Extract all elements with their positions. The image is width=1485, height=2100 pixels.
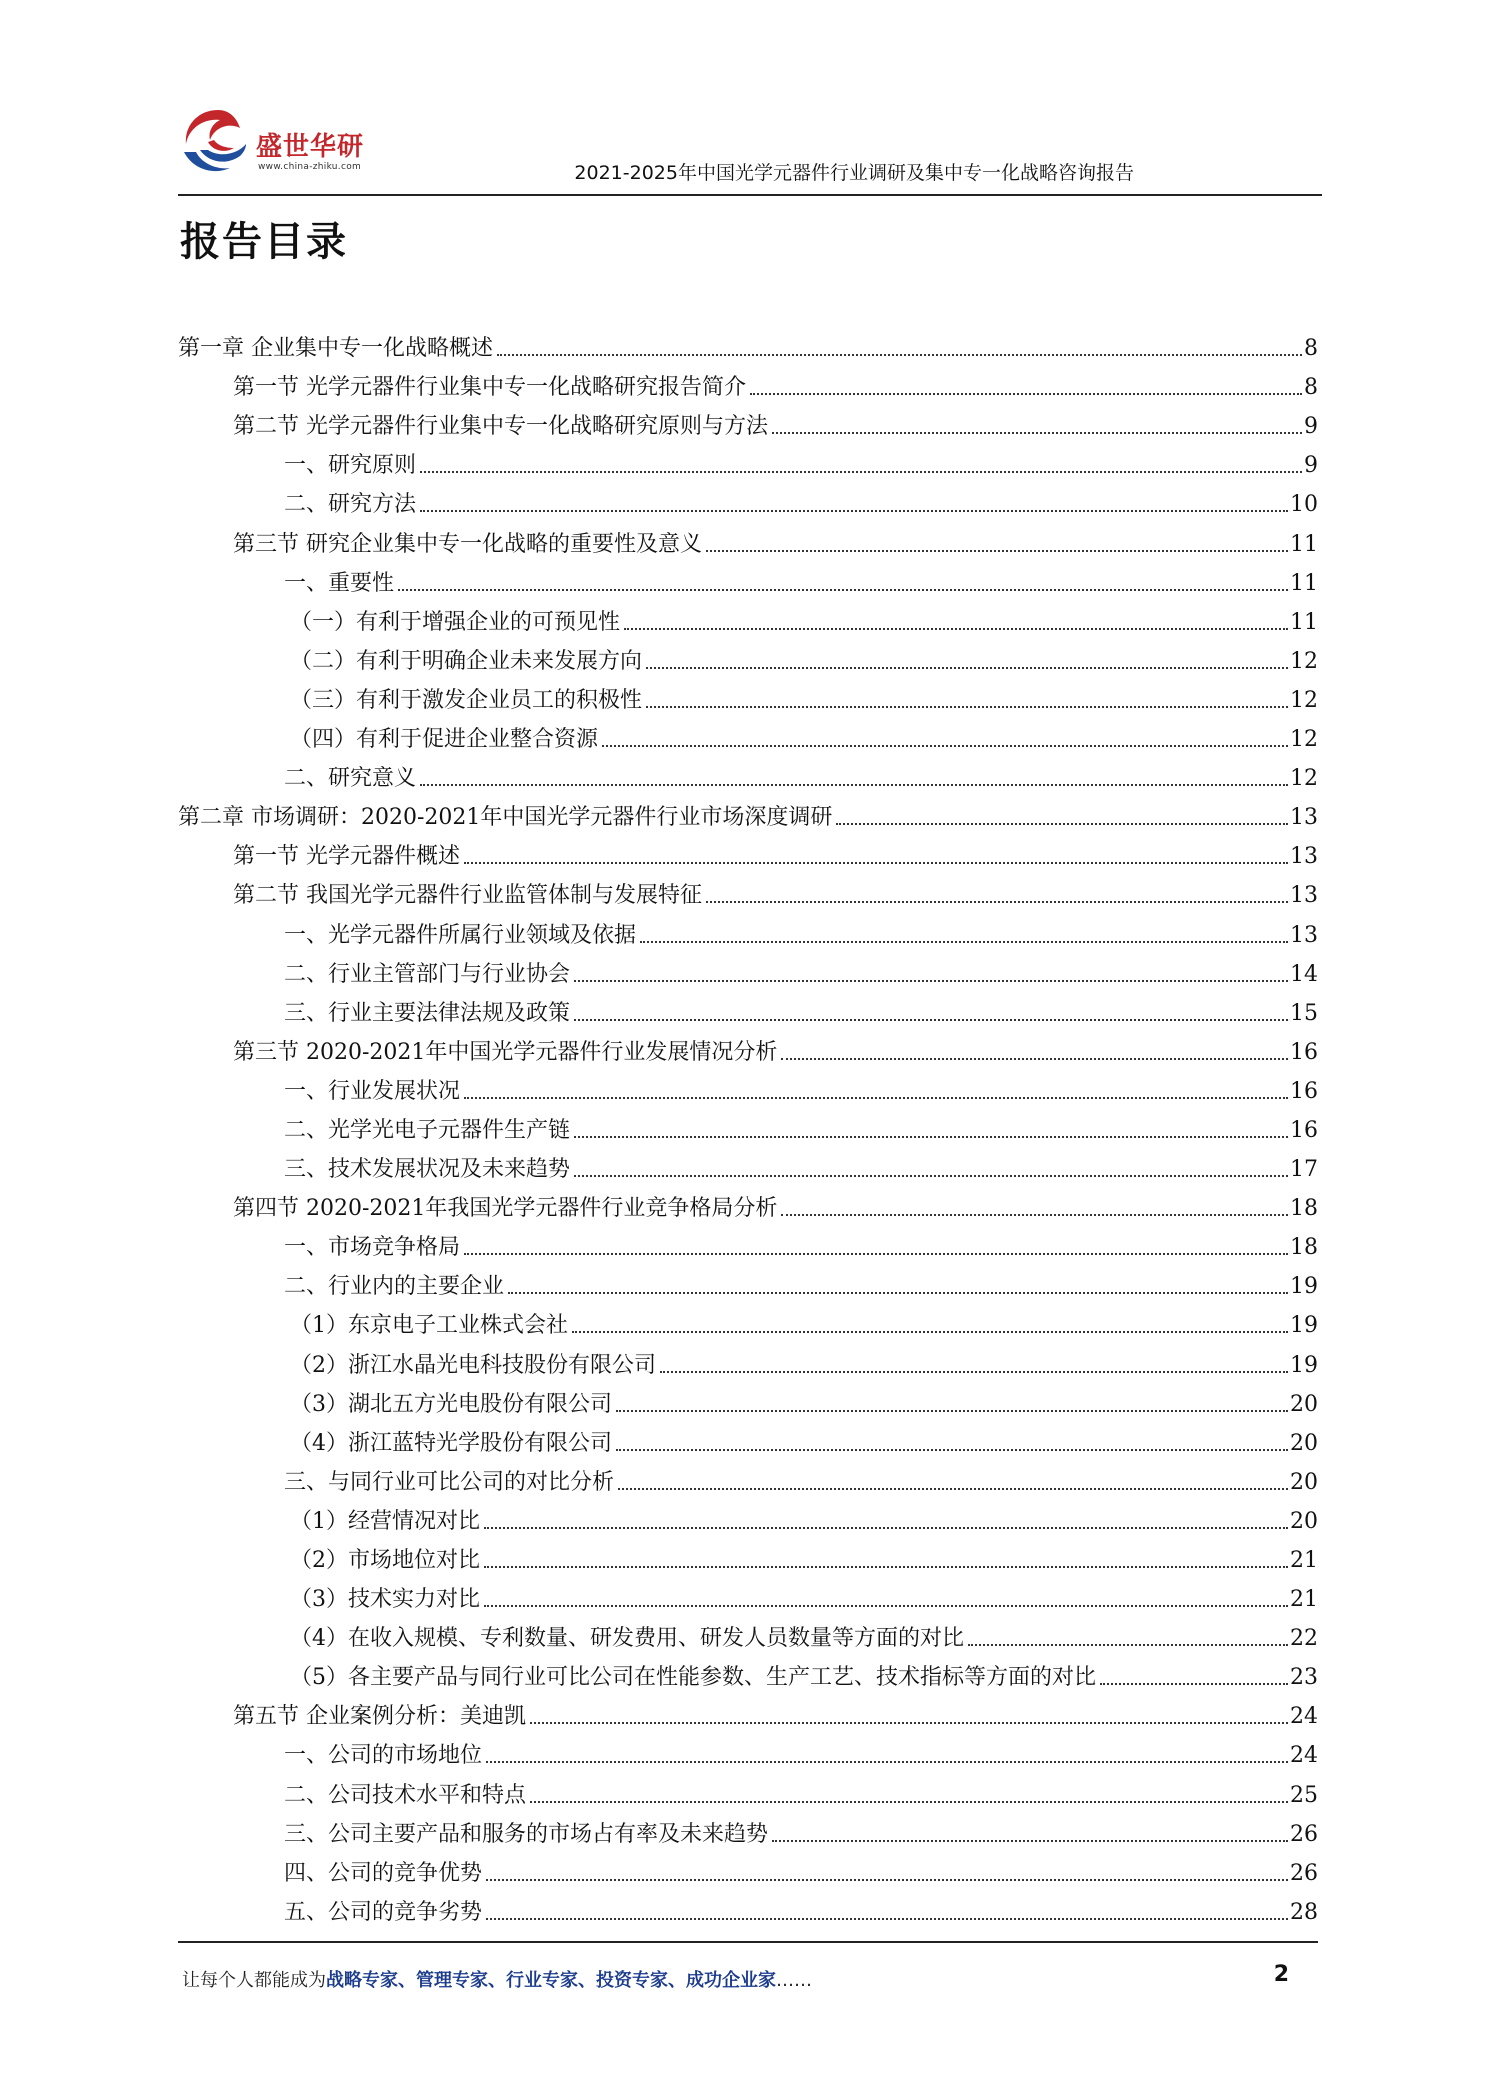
toc-entry-page: 16 xyxy=(1290,1078,1318,1104)
toc-leader-dots xyxy=(574,1136,1288,1138)
toc-leader-dots xyxy=(497,354,1302,356)
toc-leader-dots xyxy=(706,901,1288,903)
toc-entry-label: （2）浙江水晶光电科技股份有限公司 xyxy=(290,1352,656,1378)
toc-entry[interactable] xyxy=(178,1614,1318,1653)
toc-entry[interactable] xyxy=(178,1653,1318,1692)
toc-entry-page: 17 xyxy=(1290,1157,1318,1183)
toc-entry[interactable] xyxy=(178,559,1318,598)
toc-leader-dots xyxy=(602,745,1288,747)
toc-entry-label: （4）浙江蓝特光学股份有限公司 xyxy=(290,1430,612,1456)
toc-entry[interactable] xyxy=(178,1731,1318,1770)
toc-entry[interactable] xyxy=(178,519,1318,558)
page-number: 2 xyxy=(1273,1962,1289,1987)
toc-entry[interactable] xyxy=(178,324,1318,363)
footer-slogan xyxy=(182,1966,812,1992)
toc-entry-label: （1）经营情况对比 xyxy=(290,1508,480,1534)
toc-entry-page: 25 xyxy=(1290,1782,1318,1808)
toc-entry[interactable] xyxy=(178,1497,1318,1536)
toc-entry[interactable] xyxy=(178,715,1318,754)
toc-leader-dots xyxy=(484,1527,1288,1529)
toc-leader-dots xyxy=(508,1292,1288,1294)
toc-entry[interactable] xyxy=(178,1458,1318,1497)
toc-entry-page: 24 xyxy=(1290,1704,1318,1730)
toc-leader-dots xyxy=(486,1761,1288,1763)
toc-entry[interactable] xyxy=(178,637,1318,676)
toc-entry[interactable] xyxy=(178,676,1318,715)
toc-entry-page: 24 xyxy=(1290,1743,1318,1769)
toc-entry-page: 16 xyxy=(1290,1117,1318,1143)
toc-entry[interactable] xyxy=(178,1223,1318,1262)
toc-entry-page: 19 xyxy=(1290,1352,1318,1378)
toc-entry-page: 11 xyxy=(1290,609,1318,635)
toc-entry[interactable] xyxy=(178,1067,1318,1106)
toc-entry-label: 一、光学元器件所属行业领域及依据 xyxy=(284,922,637,948)
toc-entry-page: 18 xyxy=(1290,1196,1318,1222)
toc-entry-label: （三）有利于激发企业员工的积极性 xyxy=(290,687,643,713)
toc-entry-page: 21 xyxy=(1290,1548,1318,1573)
toc-entry[interactable] xyxy=(178,1419,1318,1458)
toc-entry-label: 第二节 我国光学元器件行业监管体制与发展特征 xyxy=(233,883,702,909)
toc-entry-page: 13 xyxy=(1290,883,1318,909)
toc-entry-label: 一、重要性 xyxy=(284,570,395,596)
toc-leader-dots xyxy=(572,1331,1288,1333)
toc-entry[interactable] xyxy=(178,832,1318,871)
toc-entry-page: 19 xyxy=(1290,1313,1318,1339)
toc-entry-page: 12 xyxy=(1290,766,1318,792)
toc-leader-dots xyxy=(530,1801,1288,1803)
toc-leader-dots xyxy=(968,1644,1288,1646)
toc-entry-page: 28 xyxy=(1290,1899,1318,1925)
toc-entry-page: 9 xyxy=(1304,414,1318,440)
toc-entry-label: 四、公司的竞争优势 xyxy=(284,1860,483,1886)
toc-entry-page: 15 xyxy=(1290,1000,1318,1026)
toc-leader-dots xyxy=(464,1253,1288,1255)
toc-leader-dots xyxy=(616,1449,1288,1451)
toc-entry-label: 第三节 2020-2021年中国光学元器件行业发展情况分析 xyxy=(233,1039,778,1065)
toc-leader-dots xyxy=(836,823,1288,825)
toc-entry-page: 20 xyxy=(1290,1391,1318,1417)
toc-entry-label: 第二章 市场调研：2020-2021年中国光学元器件行业市场深度调研 xyxy=(178,805,833,831)
toc-entry-label: 第二节 光学元器件行业集中专一化战略研究原则与方法 xyxy=(233,414,768,440)
toc-entry-label: （2）市场地位对比 xyxy=(290,1548,480,1573)
toc-entry[interactable] xyxy=(178,1810,1318,1849)
toc-entry[interactable] xyxy=(178,1301,1318,1340)
toc-entry-label: 第三节 研究企业集中专一化战略的重要性及意义 xyxy=(233,531,702,557)
toc-leader-dots xyxy=(486,1918,1288,1920)
toc-leader-dots xyxy=(420,510,1288,512)
toc-entry-label: （5）各主要产品与同行业可比公司在性能参数、生产工艺、技术指标等方面的对比 xyxy=(290,1665,1096,1691)
toc-leader-dots xyxy=(706,550,1288,552)
toc-entry[interactable] xyxy=(178,1380,1318,1419)
logo-url: www.china-zhiku.com xyxy=(258,162,362,172)
toc-entry[interactable] xyxy=(178,989,1318,1028)
toc-entry-label: 一、研究原则 xyxy=(284,453,417,479)
page-heading: 报告目录 xyxy=(180,219,348,265)
toc-leader-dots xyxy=(750,393,1302,395)
toc-entry[interactable] xyxy=(178,1184,1318,1223)
toc-entry[interactable] xyxy=(178,1536,1318,1575)
toc-entry-page: 18 xyxy=(1290,1235,1318,1261)
toc-entry-page: 22 xyxy=(1290,1626,1318,1652)
toc-entry-label: 一、公司的市场地位 xyxy=(284,1743,483,1769)
toc-entry-label: 三、行业主要法律法规及政策 xyxy=(284,1000,571,1026)
toc-leader-dots xyxy=(574,980,1288,982)
slogan-emphasis: 战略专家、管理专家、行业专家、投资专家、成功企业家 xyxy=(326,1970,776,1991)
toc-entry-page: 23 xyxy=(1290,1665,1318,1691)
toc-entry-page: 16 xyxy=(1290,1039,1318,1065)
toc-entry[interactable] xyxy=(178,402,1318,441)
slogan-prefix: 让每个人都能成为 xyxy=(182,1970,326,1991)
toc-entry[interactable] xyxy=(178,1145,1318,1184)
toc-entry[interactable] xyxy=(178,480,1318,519)
toc-entry[interactable] xyxy=(178,1028,1318,1067)
toc-entry-label: 二、行业内的主要企业 xyxy=(284,1274,505,1300)
toc-leader-dots xyxy=(420,471,1302,473)
toc-entry-label: 第一节 光学元器件概述 xyxy=(233,844,460,870)
toc-entry[interactable] xyxy=(178,1575,1318,1614)
toc-entry-label: （3）技术实力对比 xyxy=(290,1587,480,1613)
toc-entry-label: （1）东京电子工业株式会社 xyxy=(290,1313,568,1339)
toc-entry[interactable] xyxy=(178,1340,1318,1379)
toc-entry-label: （二）有利于明确企业未来发展方向 xyxy=(290,648,643,674)
toc-entry-page: 19 xyxy=(1290,1274,1318,1300)
toc-entry-page: 8 xyxy=(1304,375,1318,401)
toc-leader-dots xyxy=(1100,1683,1288,1685)
toc-leader-dots xyxy=(618,1488,1288,1490)
toc-leader-dots xyxy=(781,1214,1288,1216)
toc-leader-dots xyxy=(574,1175,1288,1177)
toc-entry-page: 13 xyxy=(1290,844,1318,870)
toc-entry-label: （3）湖北五方光电股份有限公司 xyxy=(290,1391,612,1417)
toc-entry[interactable] xyxy=(178,1106,1318,1145)
toc-leader-dots xyxy=(772,1840,1288,1842)
toc-entry[interactable] xyxy=(178,910,1318,949)
toc-leader-dots xyxy=(646,667,1288,669)
slogan-suffix: …… xyxy=(776,1970,812,1991)
toc-entry[interactable] xyxy=(178,441,1318,480)
toc-entry-page: 10 xyxy=(1290,492,1318,518)
toc-entry-page: 21 xyxy=(1290,1587,1318,1613)
toc-leader-dots xyxy=(484,1566,1288,1568)
toc-leader-dots xyxy=(420,784,1288,786)
toc-entry-page: 26 xyxy=(1290,1821,1318,1847)
toc-entry-label: 五、公司的竞争劣势 xyxy=(284,1899,483,1925)
toc-leader-dots xyxy=(772,432,1302,434)
logo-emblem-icon xyxy=(178,102,258,182)
toc-entry-page: 12 xyxy=(1290,727,1318,753)
toc-entry-page: 14 xyxy=(1290,961,1318,987)
toc-entry-label: 二、公司技术水平和特点 xyxy=(284,1782,527,1808)
toc-entry-page: 12 xyxy=(1290,648,1318,674)
toc-entry-label: 二、研究方法 xyxy=(284,492,417,518)
toc-leader-dots xyxy=(574,1019,1288,1021)
toc-entry-page: 11 xyxy=(1290,570,1318,596)
toc-entry[interactable] xyxy=(178,1692,1318,1731)
toc-entry-label: （一）有利于增强企业的可预见性 xyxy=(290,609,621,635)
toc-leader-dots xyxy=(660,1371,1288,1373)
toc-entry-label: （四）有利于促进企业整合资源 xyxy=(290,727,599,753)
toc-entry-label: 第一节 光学元器件行业集中专一化战略研究报告简介 xyxy=(233,375,746,401)
toc-entry-label: （4）在收入规模、专利数量、研发费用、研发人员数量等方面的对比 xyxy=(290,1626,964,1652)
toc-entry-label: 一、行业发展状况 xyxy=(284,1078,461,1104)
company-logo xyxy=(178,102,398,182)
toc-entry[interactable] xyxy=(178,1849,1318,1888)
footer-divider xyxy=(178,1941,1318,1943)
toc-entry-page: 20 xyxy=(1290,1508,1318,1534)
toc-leader-dots xyxy=(624,628,1288,630)
toc-leader-dots xyxy=(486,1879,1288,1881)
toc-leader-dots xyxy=(616,1410,1288,1412)
toc-entry[interactable] xyxy=(178,363,1318,402)
toc-entry[interactable] xyxy=(178,1770,1318,1809)
toc-entry-label: 一、市场竞争格局 xyxy=(284,1235,461,1261)
page-header xyxy=(178,102,1322,198)
toc-leader-dots xyxy=(398,589,1288,591)
toc-entry-label: 二、光学光电子元器件生产链 xyxy=(284,1117,571,1143)
toc-entry[interactable] xyxy=(178,1888,1318,1927)
toc-entry-label: 二、行业主管部门与行业协会 xyxy=(284,961,571,987)
toc-entry[interactable] xyxy=(178,871,1318,910)
toc-leader-dots xyxy=(640,941,1288,943)
toc-leader-dots xyxy=(484,1605,1288,1607)
toc-leader-dots xyxy=(464,1097,1288,1099)
toc-entry-page: 20 xyxy=(1290,1469,1318,1495)
toc-entry-page: 13 xyxy=(1290,922,1318,948)
toc-entry-label: 三、与同行业可比公司的对比分析 xyxy=(284,1469,615,1495)
toc-entry-page: 13 xyxy=(1290,805,1318,831)
document-title: 2021-2025年中国光学元器件行业调研及集中专一化战略咨询报告 xyxy=(574,162,1134,184)
toc-entry[interactable] xyxy=(178,1262,1318,1301)
toc-leader-dots xyxy=(646,706,1288,708)
toc-entry-page: 8 xyxy=(1304,336,1318,362)
toc-entry[interactable] xyxy=(178,950,1318,989)
table-of-contents xyxy=(178,324,1318,1927)
toc-entry-page: 26 xyxy=(1290,1860,1318,1886)
toc-leader-dots xyxy=(781,1058,1288,1060)
toc-entry[interactable] xyxy=(178,598,1318,637)
toc-entry-page: 11 xyxy=(1290,531,1318,557)
toc-entry-label: 第四节 2020-2021年我国光学元器件行业竞争格局分析 xyxy=(233,1196,778,1222)
toc-entry-label: 第五节 企业案例分析：美迪凯 xyxy=(233,1704,526,1730)
toc-entry-page: 9 xyxy=(1304,453,1318,479)
toc-entry-label: 三、公司主要产品和服务的市场占有率及未来趋势 xyxy=(284,1821,769,1847)
logo-name: 盛世华研 xyxy=(256,132,365,162)
toc-leader-dots xyxy=(464,862,1288,864)
toc-leader-dots xyxy=(530,1722,1288,1724)
toc-entry-label: 三、技术发展状况及未来趋势 xyxy=(284,1157,571,1183)
toc-entry-label: 第一章 企业集中专一化战略概述 xyxy=(178,336,493,362)
toc-entry-page: 20 xyxy=(1290,1430,1318,1456)
toc-entry[interactable] xyxy=(178,793,1318,832)
toc-entry-page: 12 xyxy=(1290,687,1318,713)
toc-entry[interactable] xyxy=(178,754,1318,793)
toc-entry-label: 二、研究意义 xyxy=(284,766,417,792)
header-divider xyxy=(178,194,1322,196)
